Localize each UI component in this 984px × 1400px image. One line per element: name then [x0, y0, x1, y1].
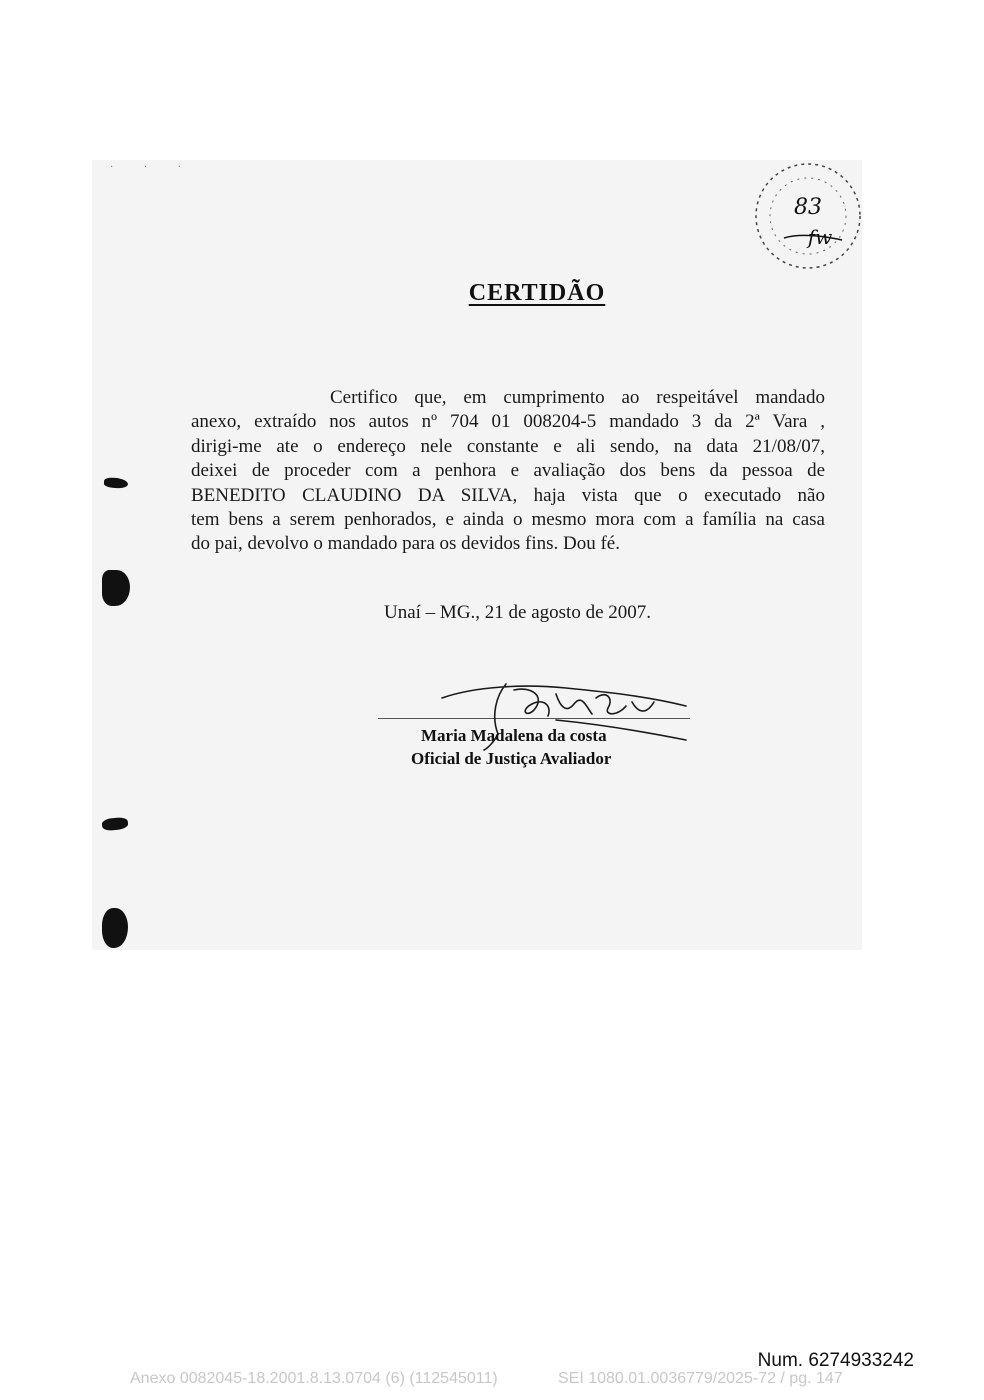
certificate-body [191, 386, 825, 557]
body-line: do pai, devolvo o mandado para os devidos fins. Dou fé. [191, 533, 620, 555]
sei-watermark: SEI 1080.01.0036779/2025-72 / pg. 147 [558, 1370, 843, 1387]
body-line: anexo, extraído nos autos nº 704 01 008204-5 mandado 3 da 2ª Vara , [191, 411, 825, 433]
document-title: CERTIDÃO [468, 280, 606, 306]
stamp-initials: fw [807, 225, 833, 249]
body-line: dirigi-me ate o endereço nele constante e ali sendo, na data 21/08/07, [191, 435, 825, 457]
place-and-date: Unaí – MG., 21 de agosto de 2007. [384, 602, 652, 623]
signer-name: Maria Madalena da costa [421, 726, 607, 745]
page-number-stamp [744, 156, 868, 280]
annex-watermark: Anexo 0082045-18.2001.8.13.0704 (6) (112545011) [130, 1370, 498, 1387]
stamp-page-number: 83 [794, 195, 822, 220]
scan-specks: · · · [110, 162, 195, 173]
body-line: Certifico que, em cumprimento ao respeitável mandado [330, 387, 825, 408]
signer-role: Oficial de Justiça Avaliador [411, 749, 612, 768]
body-line: deixei de proceder com a penhora e avaliação dos bens da pessoa de [191, 460, 825, 482]
document-number: Num. 6274933242 [757, 1350, 914, 1371]
body-line: BENEDITO CLAUDINO DA SILVA, haja vista que o executado não [191, 484, 825, 506]
body-line: tem bens a serem penhorados, e ainda o mesmo mora com a família na casa [191, 509, 825, 531]
